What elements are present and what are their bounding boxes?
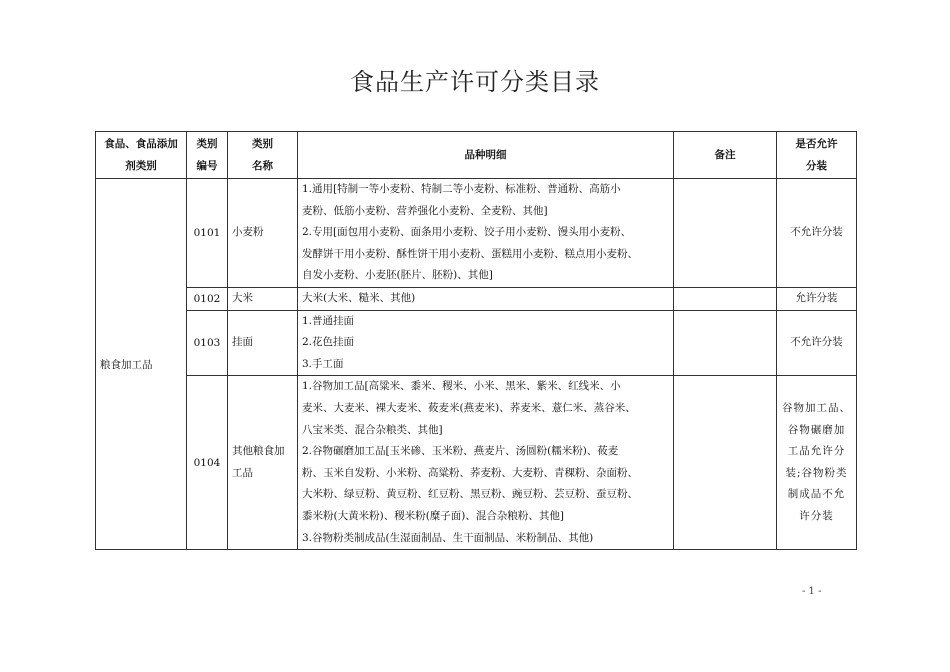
header-code: 类别 编号 [187, 132, 228, 179]
page-number: - 1 - [802, 586, 822, 597]
header-pack: 是否允许 分装 [777, 132, 857, 179]
note-cell [674, 376, 777, 550]
name-cell: 其他粮食加 工品 [228, 376, 298, 550]
catalog-table [95, 131, 857, 550]
name-cell: 挂面 [228, 310, 298, 376]
detail-cell: 1.谷物加工品[高粱米、黍米、稷米、小米、黑米、紫米、红线米、小 麦米、大麦米、裸大麦米、莜麦米(燕麦米)、荞麦米、薏仁米、蒸谷米、 八宝米类、混合杂粮类、其他] 2.谷物碾磨加工品[玉米碜、玉米粉、燕麦片、汤圆粉(糯米粉)、莜麦 粉、玉米自发粉、小米粉、高粱粉、荞麦粉、大麦粉、青稞粉、杂面粉、 大米粉、绿豆粉、黄豆粉、红豆粉、黑豆粉、豌豆粉、芸豆粉、蚕豆粉、 黍米粉(大黄米粉)、稷米粉(糜子面)、混合杂粮粉、其他] 3.谷物粉类制成品(生湿面制品、生干面制品、米粉制品、其他) [298, 376, 674, 550]
code-cell: 0103 [187, 310, 228, 376]
code-cell: 0101 [187, 179, 228, 288]
code-cell: 0104 [187, 376, 228, 550]
pack-cell: 不允许分装 [777, 179, 857, 288]
table-row [96, 376, 857, 550]
detail-cell: 1.通用[特制一等小麦粉、特制二等小麦粉、标准粉、普通粉、高筋小 麦粉、低筋小麦粉、营养强化小麦粉、全麦粉、其他] 2.专用[面包用小麦粉、面条用小麦粉、饺子用小麦粉、馒头用小麦粉、 发酵饼干用小麦粉、酥性饼干用小麦粉、蛋糕用小麦粉、糕点用小麦粉、 自发小麦粉、小麦胚(胚片、胚粉)、其他] [298, 179, 674, 288]
header-category: 食品、食品添加 剂类别 [96, 132, 187, 179]
note-cell [674, 179, 777, 288]
name-cell: 小麦粉 [228, 179, 298, 288]
page-title: 食品生产许可分类目录 [350, 68, 600, 96]
detail-cell: 大米(大米、糙米、其他) [298, 287, 674, 310]
pack-cell: 允许分装 [777, 287, 857, 310]
header-name: 类别 名称 [228, 132, 298, 179]
name-cell: 大米 [228, 287, 298, 310]
header-note: 备注 [674, 132, 777, 179]
table-row [96, 287, 857, 310]
detail-cell: 1.普通挂面 2.花色挂面 3.手工面 [298, 310, 674, 376]
table-row [96, 310, 857, 376]
header-row [96, 132, 857, 179]
pack-cell: 谷物加工品、 谷物碾磨加 工品允许分 装;谷物粉类 制成品不允 许分装 [777, 376, 857, 550]
header-detail: 品种明细 [298, 132, 674, 179]
table-row [96, 179, 857, 288]
code-cell: 0102 [187, 287, 228, 310]
note-cell [674, 310, 777, 376]
note-cell [674, 287, 777, 310]
category-cell: 粮食加工品 [96, 179, 187, 550]
pack-cell: 不允许分装 [777, 310, 857, 376]
